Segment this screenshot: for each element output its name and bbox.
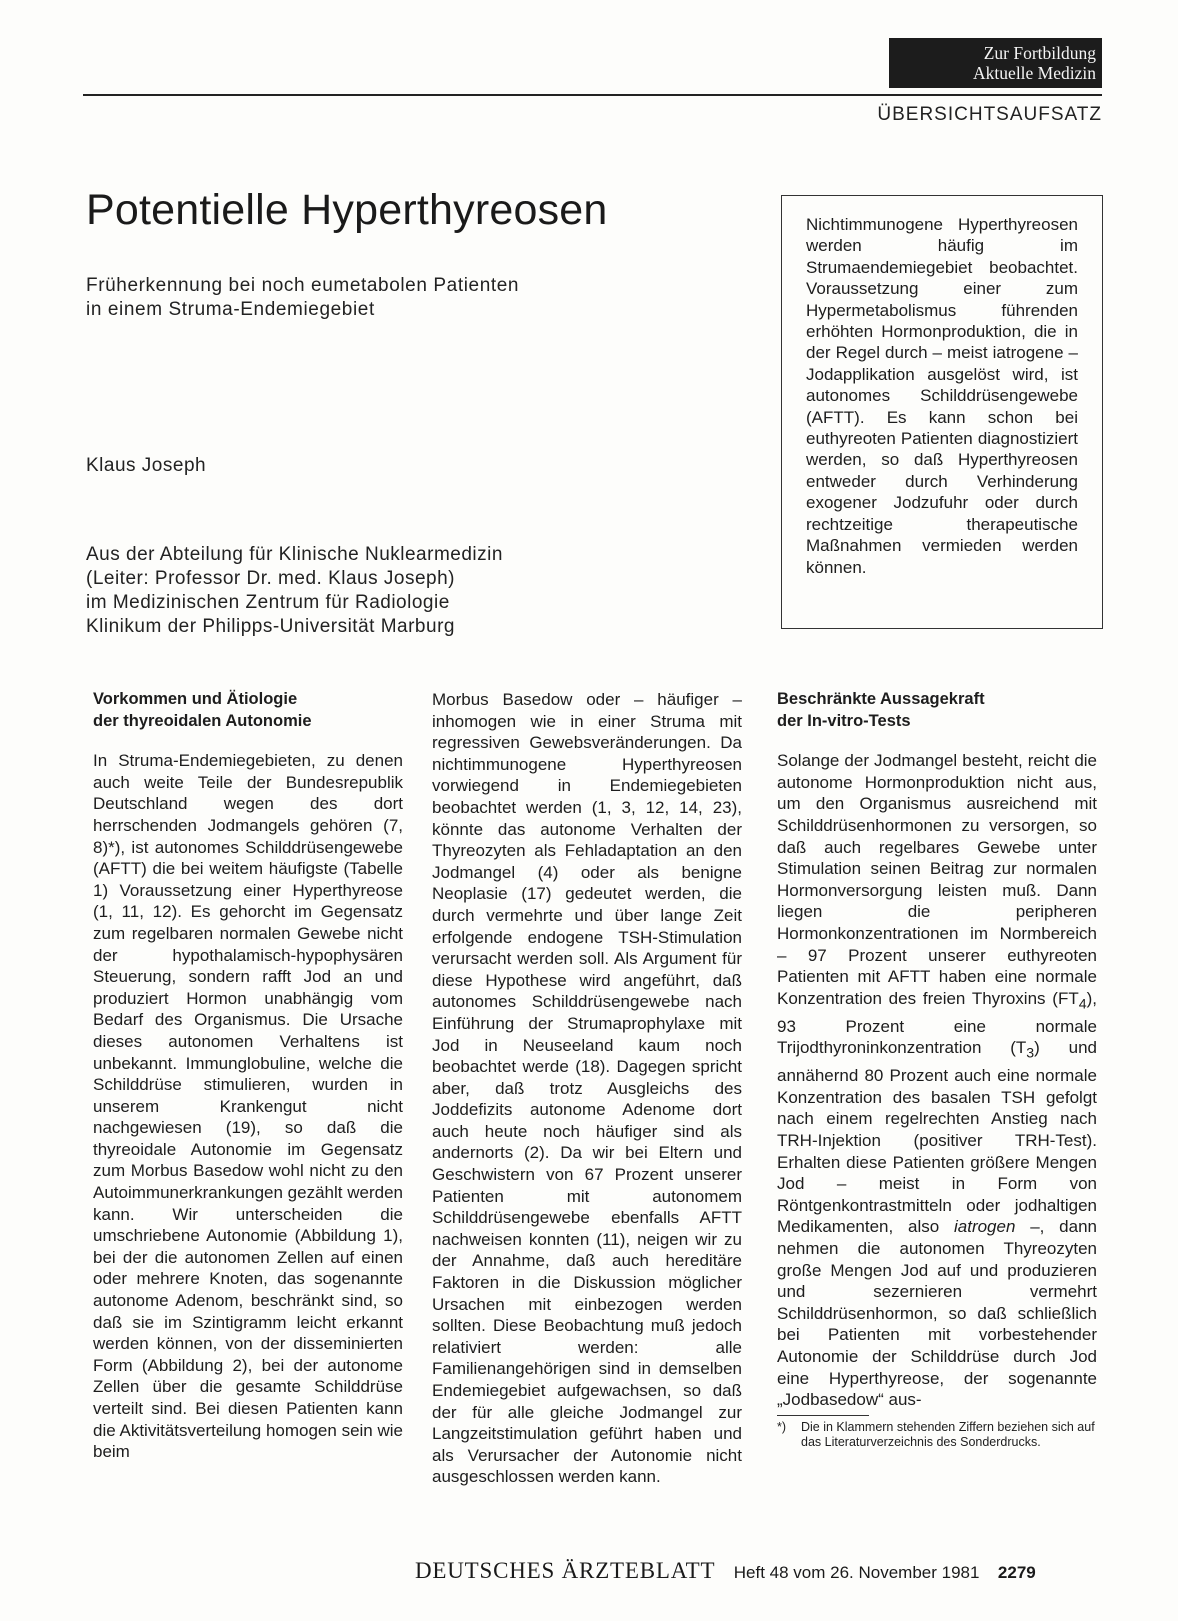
text-run: Solange der Jodmangel besteht, reicht die autonome Hormonproduktion nicht aus, um den Organismus ausreichend mit Schilddrüsenhormonen zu versorgen, so daß auch regelbares Gewebe unter Stimulation seinen Beitrag zur normalen Hormonversorgung leisten muß. Dann liegen die peripheren Hormonkonzentrationen im Normbereich – 97 Prozent unserer euthyreoten Patienten mit AFTT haben eine normale Konzentration des freien Thyroxins (FT (777, 751, 1097, 1008)
text-run: –, dann nehmen die autonomen Thyreozyten große Mengen Jod auf und produzieren und sezernieren vermehrt Schilddrüsenhormon, so daß schließlich bei Patienten mit vorbestehender Autonomie der Schilddrüse durch Jod eine Hyperthyreose, der sogenannte „Jodbasedow“ aus- (777, 1217, 1097, 1410)
article-title: Potentielle Hyperthyreosen (86, 186, 608, 234)
text-run: ), 93 Prozent eine normale Trijodthyroninkonzentration (T (777, 988, 1097, 1058)
journal-name: DEUTSCHES ÄRZTEBLATT (415, 1558, 716, 1583)
subscript: 3 (1026, 1045, 1035, 1062)
header-rule (83, 94, 1102, 96)
page-footer (415, 1558, 1036, 1584)
body-paragraph: Morbus Basedow oder – häufiger – inhomogen wie in einer Struma mit regressiven Gewebsveränderungen. Da nichtimmunogene Hyperthyreosen vorwiegend in Endemiegebieten beobachtet werden (1, 3, 12, 14, 23), könnte das autonome Verhalten der Thyreozyten als Fehladaptation an den Jodmangel (4) oder als benigne Neoplasie (17) gedeutet werden, die durch vermehrte und über lange Zeit erfolgende endogene TSH-Stimulation verursacht werden soll. Als Argument für diese Hypothese wird angeführt, daß autonomes Schilddrüsengewebe nach Einführung der Strumaprophylaxe mit Jod in Neuseeland kaum noch beobachtet werde (18). Dagegen spricht aber, daß trotz Ausgleichs des Joddefizits autonome Adenome dort auch heute noch häufiger sind als andernorts (2). Da wir bei Eltern und Geschwistern von 67 Prozent unserer Patienten mit autonomem Schilddrüsengewebe ebenfalls AFTT nachweisen konnten (11), neigen wir zu der Annahme, daß auch hereditäre Faktoren in die Diskussion möglicher Ursachen mit einbezogen werden sollten. Diese Beobachtung muß jedoch relativiert werden: alle Familienangehörigen sind in demselben Endemiegebiet aufgewachsen, so daß der für alle gleiche Jodmangel zur Langzeitstimulation geführt haben und als Verursacher der Autonomie nicht ausgeschlossen werden kann. (432, 690, 742, 1487)
text-run: ) und annähernd 80 Prozent auch eine normale Konzentration des basalen TSH gefolgt nach einem regelrechten Anstieg nach TRH-Injektion (positiver TRH-Test). Erhalten diese Patienten größere Mengen Jod – meist in Form von Röntgenkontrastmitteln oder jodhaltigen Medikamenten, also (777, 1038, 1097, 1237)
affiliation-line: Klinikum der Philipps-Universität Marburg (86, 616, 455, 637)
body-paragraph: In Struma-Endemiegebieten, zu denen auch weite Teile der Bundesrepublik Deutschland wegen des dort herrschenden Jodmangels gehören (7, 8)*), ist autonomes Schilddrüsengewebe (AFTT) die bei weitem häufigste (Tabelle 1) Voraussetzung einer Hyperthyreose (1, 11, 12). Es gehorcht im Gegensatz zum regelbaren normalen Gewebe nicht der hypothalamisch-hypophysären Steuerung, sondern rafft Jod an und produziert Hormon unabhängig vom Bedarf des Organismus. Die Ursache dieses autonomen Verhaltens ist unbekannt. Immunglobuline, welche die Schilddrüse stimulieren, wurden in unserem Krankengut nicht nachgewiesen (19), so daß die thyreoidale Autonomie im Gegensatz zum Morbus Basedow wohl nicht zu den Autoimmunerkrankungen gezählt werden kann. Wir unterscheiden die umschriebene Autonomie (Abbildung 1), bei der die autonomen Zellen auf einen oder mehrere Knoten, das sogenannte autonome Adenom, beschränkt sind, so daß sie im Szintigramm leicht erkannt werden können, von der disseminierten Form (Abbildung 2), bei der autonome Zellen über die gesamte Schilddrüse verteilt sind. Bei diesen Patienten kann die Aktivitätsverteilung homogen sein wie beim (93, 751, 403, 1462)
subscript: 4 (1078, 996, 1087, 1013)
footnote-mark: *) (777, 1419, 787, 1434)
footnote (777, 1420, 1097, 1450)
footnote-text: Die in Klammern stehenden Ziffern beziehen sich auf das Literaturverzeichnis des Sonderdrucks. (801, 1419, 1095, 1449)
page-number: 2279 (997, 1563, 1036, 1582)
article-author: Klaus Joseph (86, 455, 207, 476)
subtitle-line-2: in einem Struma-Endemiegebiet (86, 299, 375, 320)
affiliation-line: im Medizinischen Zentrum für Radiologie (86, 592, 450, 613)
emphasis: iatrogen (953, 1217, 1016, 1237)
subtitle-line-1: Früherkennung bei noch eumetabolen Patienten (86, 275, 520, 296)
section-heading-invitro (777, 689, 1097, 732)
article-subtitle (86, 274, 646, 322)
affiliation-line: (Leiter: Professor Dr. med. Klaus Joseph) (86, 568, 455, 589)
section-badge (889, 38, 1102, 88)
section-heading-etiology (93, 689, 403, 732)
heading-line: der In-vitro-Tests (777, 711, 911, 730)
badge-line-2: Aktuelle Medizin (973, 63, 1096, 83)
affiliation-line: Aus der Abteilung für Klinische Nuklearmedizin (86, 544, 503, 565)
author-affiliation (86, 543, 686, 639)
heading-line: Beschränkte Aussagekraft (777, 690, 985, 708)
heading-line: Vorkommen und Ätiologie (93, 690, 298, 708)
heading-line: der thyreoidalen Autonomie (93, 711, 312, 730)
abstract-box: Nichtimmunogene Hyperthyreosen werden häufig im Strumaendemiegebiet beobachtet. Voraussetzung einer zum Hypermetabolismus führenden erhöhten Hormonproduktion, die in der Regel durch – meist iatrogene – Jodapplikation ausgelöst wird, ist autonomes Schilddrüsengewebe (AFTT). Es kann schon bei euthyreoten Patienten diagnostiziert werden, so daß Hyperthyreosen entweder durch Verhinderung exogener Jodzufuhr oder durch rechtzeitige therapeutische Maßnahmen vermieden werden können. (781, 195, 1103, 629)
body-paragraph (777, 750, 1097, 1411)
text-column-2 (432, 689, 742, 1488)
text-column-3 (777, 689, 1097, 1450)
section-label: ÜBERSICHTSAUFSATZ (877, 104, 1102, 125)
issue-info: Heft 48 vom 26. November 1981 (733, 1563, 980, 1582)
badge-line-1: Zur Fortbildung (983, 43, 1096, 63)
footnote-rule (777, 1415, 869, 1416)
text-column-1 (93, 689, 403, 1463)
